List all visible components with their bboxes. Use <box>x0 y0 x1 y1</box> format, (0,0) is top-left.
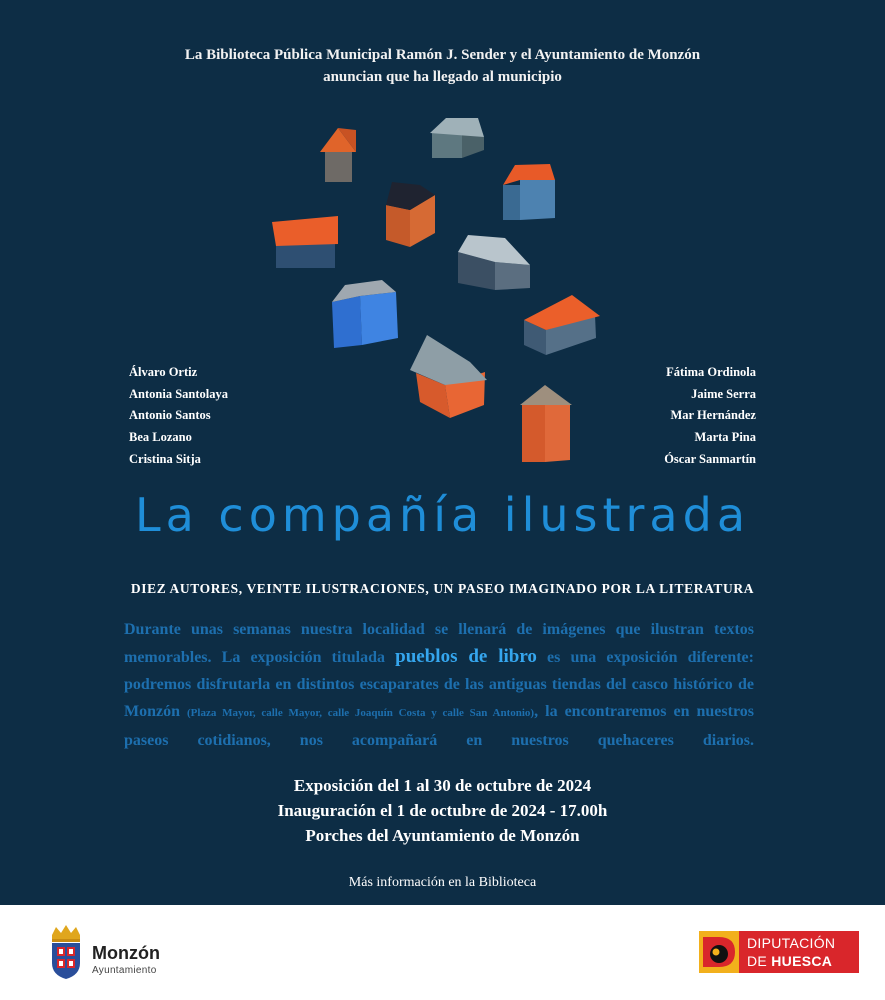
monzon-logo <box>48 925 178 985</box>
diputacion-emblem-icon <box>699 931 739 973</box>
opening-time: Inauguración el 1 de octubre de 2024 - 17.00h <box>277 801 608 820</box>
exhibition-subtitle: DIEZ AUTORES, VEINTE ILUSTRACIONES, UN PASEO IMAGINADO POR LA LITERATURA <box>130 581 755 596</box>
author-name: Marta Pina <box>694 430 756 445</box>
house-illustration <box>410 335 487 418</box>
house-illustration <box>524 295 600 355</box>
exhibition-title: La compañía ilustrada <box>134 488 751 542</box>
author-name: Fátima Ordinola <box>666 365 756 379</box>
exhibition-name-highlight: pueblos de libro <box>395 646 537 667</box>
author-name: Jaime Serra <box>691 386 756 401</box>
house-illustration <box>503 164 555 220</box>
description-paragraph <box>124 616 754 754</box>
author-name: Antonia Santolaya <box>129 386 228 401</box>
diputacion-wordmark <box>739 931 859 973</box>
more-info-text: Más información en la Biblioteca <box>348 875 537 890</box>
authors-right-list <box>664 362 756 471</box>
intro-line-1: La Biblioteca Pública Municipal Ramón J. Sender y el Ayuntamiento de Monzón <box>184 47 701 63</box>
house-illustration <box>332 280 398 348</box>
description-text-1: Durante unas semanas nuestra localidad se llenará de imágenes que ilustran textos memorables. La exposición titulada <box>124 621 754 666</box>
diputacion-line-1: DIPUTACIÓN <box>747 935 836 951</box>
diputacion-line-2 <box>747 953 832 969</box>
event-details <box>0 773 885 848</box>
diputacion-line-2-prefix: DE <box>747 953 772 969</box>
streets-list: (Plaza Mayor, calle Mayor, calle Joaquín Costa y calle San Antonio) <box>187 707 535 719</box>
footer-logos <box>0 905 885 1000</box>
intro-line-2: anuncian que ha llegado al municipio <box>323 69 562 85</box>
description-text-3: , la encontraremos en nuestros paseos cotidianos, nos acompañará en nuestros quehaceres diarios. <box>124 703 754 749</box>
house-illustration <box>320 128 356 182</box>
monzon-logo-subtitle: Ayuntamiento <box>92 965 157 976</box>
author-name: Mar Hernández <box>670 408 756 423</box>
house-illustration <box>272 216 338 268</box>
diputacion-huesca-logo <box>699 931 859 973</box>
house-illustration <box>430 118 484 158</box>
author-name: Bea Lozano <box>129 430 192 445</box>
author-name: Álvaro Ortiz <box>129 365 198 379</box>
house-illustration <box>386 182 435 247</box>
author-name: Cristina Sitja <box>129 451 201 466</box>
house-illustration <box>458 235 530 290</box>
house-illustration <box>520 385 572 462</box>
diputacion-line-2-bold: HUESCA <box>771 953 833 969</box>
authors-left-list <box>129 362 228 471</box>
exhibition-dates: Exposición del 1 al 30 de octubre de 2024 <box>293 776 592 795</box>
description-text-2: es una exposición diferente: podremos disfrutarla en distintos escaparates de las antiguas tiendas del casco histórico de Monzón <box>124 649 754 720</box>
coat-of-arms-icon <box>48 925 84 981</box>
author-name: Óscar Sanmartín <box>664 451 756 466</box>
author-name: Antonio Santos <box>129 408 211 423</box>
venue: Porches del Ayuntamiento de Monzón <box>305 826 580 845</box>
monzon-logo-name: Monzón <box>92 943 160 963</box>
